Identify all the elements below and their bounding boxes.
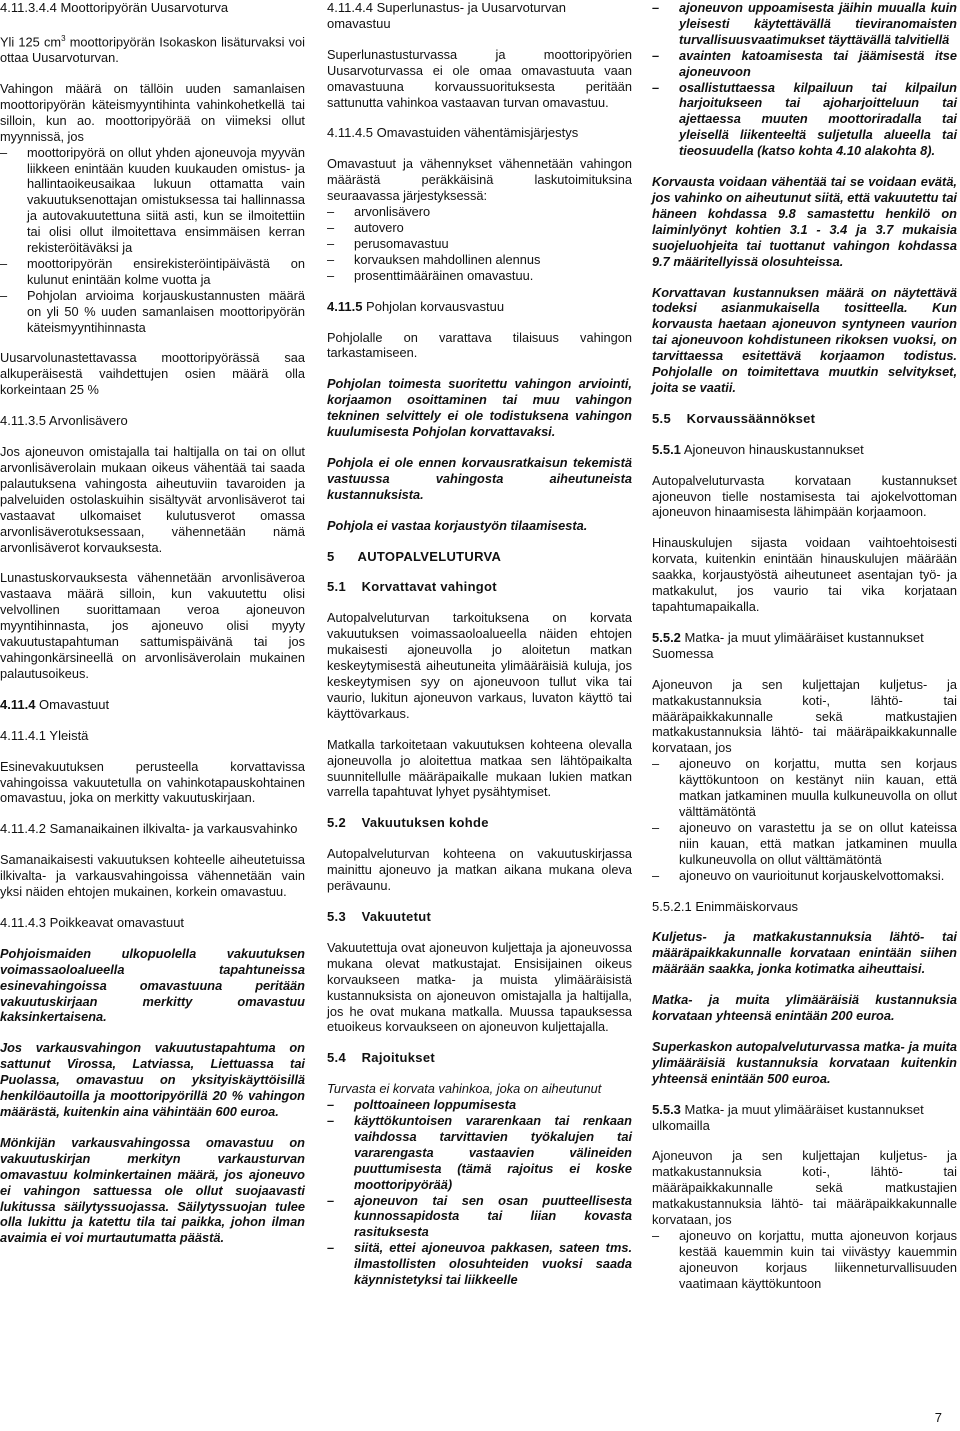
heading-4-11-4: 4.11.4 Omavastuut [0, 696, 110, 712]
list-item: – avainten katoamisesta tai jäämisestä itse ajoneuvoon [652, 48, 957, 80]
heading-5-5-3: 5.5.3 Matka- ja muut ylimääräiset kustannukset ulkomailla [652, 1101, 924, 1133]
dash-list [652, 1228, 957, 1292]
paragraph: Pohjola ei ole ennen korvausratkaisun tekemistä vastuussa vahingosta aiheutuneista kustannuksista. [327, 454, 632, 502]
heading-5-1: 5.1 Korvattavat vahingot [327, 579, 497, 595]
paragraph: Matka- ja muita ylimääräisiä kustannuksia korvataan yhteensä enintään 200 euroa. [652, 992, 957, 1024]
heading-4-11-4-5: 4.11.4.5 Omavastuiden vähentämisjärjestys [327, 125, 579, 141]
paragraph: Korvausta voidaan vähentää tai se voidaan evätä, jos vahinko on aiheutunut siitä, että vakuutettu tai häneen kohdassa 9.8 samastettu henkilö on laiminlyönyt kohtien 3.1 - 3.4 ja 3.7 mukaisia suojeluohjeita tai tuottanut vahingon kohdassa 9.7 määritellyissä olosuhteissa. [652, 174, 957, 269]
heading-5-4: 5.4 Rajoitukset [327, 1050, 435, 1066]
heading-5-5-2: 5.5.2 Matka- ja muut ylimääräiset kustannukset Suomessa [652, 629, 924, 661]
heading-5: 5 AUTOPALVELUTURVA [327, 548, 502, 564]
paragraph: Autopalveluturvan kohteena on vakuutuskirjassa mainittu ajoneuvo ja matkan aikana mukana oleva perävaunu. [327, 846, 632, 894]
paragraph: Jos ajoneuvon omistajalla tai haltijalla on tai on ollut arvonlisäverolain mukaan oikeus vähentää tai saada palautuksena vahingosta aiheutuviin tavaroiden ja palveluiden ostolaskuihin sisältyvät arvonlisäverot tai vastaavat ulkomaiset kulutusverot omassa arvonlisäverotuksessaan, vähennetään nämä arvonlisäverot korvauksesta. [0, 444, 305, 555]
dash-list [327, 1097, 632, 1288]
list-item: – moottoripyörä on ollut yhden ajoneuvoja myyvän liikkeen enintään kuuden kuukauden omistus- ja hallintaoikeusaikaa lukuun ottamatta vain vakuutuksenottajan omistuksessa tai hallinnassa ja autovakuutettuna siitä asti, kun se ilmoitettiin tai olisi ollut ilmoitettava ensimmäisen kerran rekisteröitäväksi ja [0, 145, 305, 256]
paragraph: Pohjoismaiden ulkopuolella vakuutuksen voimassaoloalueella tapahtuneissa esinevahingoissa omavastuuna peritään vakuutuskirjaan merkitty omavastuu kaksinkertaisena. [0, 945, 305, 1025]
heading-4-11-4-4: 4.11.4.4 Superlunastus- ja Uusarvoturvan omavastuu [327, 0, 566, 31]
paragraph: Mönkijän varkausvahingossa omavastuu on vakuutuskirjan merkityn varkausturvan omavastuu kolminkertainen määrä, jos ajoneuvo ei vahingon sattuessa ole ollut suojaavasti lukitussa säilytyssuojassa. Säilytyssuojan tulee olla lukittu ja katettu tila tai paikka, johon ilman avaimia ei voi murtautumatta päästä. [0, 1134, 305, 1246]
heading-5-2: 5.2 Vakuutuksen kohde [327, 815, 489, 831]
paragraph: Hinauskulujen sijasta voidaan vaihtoehtoisesti korvata, kuitenkin enintään hinauskulujen määrään saakka, korjaustyöstä aiheutuneet asentajan työ- ja matkakulut, jos vaurio tai vika korjataan tapahtumapaikalla. [652, 535, 957, 614]
heading-4-11-4-3: 4.11.4.3 Poikkeavat omavastuut [0, 914, 185, 930]
paragraph: Turvasta ei korvata vahinkoa, joka on aiheutunut [327, 1081, 602, 1097]
list-item: – ajoneuvo on vaurioitunut korjauskelvottomaksi. [652, 868, 957, 884]
dash-list [652, 756, 957, 883]
page-number: 7 [934, 1410, 942, 1425]
list-item: – käyttökuntoisen vararenkaan tai renkaan vaihdossa tarvittavien työkalujen tai vararengasta vastaavien välineiden puuttumisesta (tämä rajoitus ei koske moottoripyörää) [327, 1113, 632, 1193]
paragraph: Superlunastusturvassa ja moottoripyörien Uusarvoturvassa ei ole omaa omavastuuta vaan omavastuuna korvaussuorituksesta peritään sattunutta vahinkoa vastaavan turvan omavastuu. [327, 46, 632, 110]
paragraph: Matkalla tarkoitetaan vakuutuksen kohteena olevalla ajoneuvolla jo aloitettua matkaa sen lähtöpaikalta suunnitellulle määräpaikalle mukaan lukien matkan varrella tapahtuvat lyhyet pysähtymiset. [327, 736, 632, 800]
dash-list [327, 204, 632, 284]
list-item: – ajoneuvo on korjattu, mutta ajoneuvon korjaus kestää kauemmin kuin tai viivästyy kauemmin ajoneuvon korjaus liikenneturvallisuuden vaatimaan käyttökuntoon [652, 1228, 957, 1292]
paragraph: Superkaskon autopalveluturvassa matka- ja muita ylimääräisiä kustannuksia korvataan kuitenkin yhteensä enintään 500 euroa. [652, 1038, 957, 1086]
paragraph: Ajoneuvon ja sen kuljettajan kuljetus- ja matkakustannuksia koti-, lähtö- tai määräpaikkakunnalle sekä matkustajien matkakustannuksia lähtö- tai määräpaikkakunnalle korvataan, jos [652, 676, 957, 756]
list-item: – ajoneuvon uppoamisesta jäihin muualla kuin yleisesti käytettävällä tieviranomaisten turvallisuusvaatimukset täyttävällä talvitiellä [652, 0, 957, 48]
paragraph: Pohjola ei vastaa korjaustyön tilaamisesta. [327, 517, 588, 533]
paragraph: Korvattavan kustannuksen määrä on näytettävä todeksi asianmukaisella tositteella. Kun korvausta haetaan ajoneuvon syntyneen vaurion tai ajoneuvoon kohdistuneen rikoksen vuoksi, on tarvittaessa esitettävä korjaamon todistus. Pohjolalle on toimitettava muutkin selvitykset, joita se vaatii. [652, 284, 957, 395]
column-2 [327, 0, 632, 1303]
heading-5-5-1: 5.5.1 Ajoneuvon hinauskustannukset [652, 441, 864, 457]
list-item: – korvauksen mahdollinen alennus [327, 252, 632, 268]
paragraph: Kuljetus- ja matkakustannuksia lähtö- tai määräpaikkakunnalle korvataan enintään siihen määrään saakka, jonka kotimatka aiheuttaisi. [652, 929, 957, 977]
paragraph: Ajoneuvon ja sen kuljettajan kuljetus- ja matkakustannuksia koti-, lähtö- tai määräpaikkakunnalle sekä matkustajien matkakustannuksia lähtö- tai määräpaikkakunnalle korvataan, jos [652, 1148, 957, 1228]
paragraph: Esinevakuutuksen perusteella korvattavissa vahingoissa vakuutetulla on vahinkotapauskohtainen omavastuu, joka on merkitty vakuutuskirjaan. [0, 758, 305, 806]
paragraph: Vahingon määrä on tällöin uuden samanlaisen moottoripyörän käteismyyntihinta vahinkohetkellä tai silloin, kun ao. moottoripyörää on viimeksi ollut myynnissä, jos [0, 80, 305, 144]
list-item: – ajoneuvo on korjattu, mutta sen korjaus käyttökuntoon on kestänyt niin kauan, että matkan jatkaminen muulla kulkuneuvolla on ollut välttämätöntä [652, 756, 957, 820]
column-1 [0, 0, 305, 1261]
paragraph: Autopalveluturvasta korvataan kustannukset ajoneuvon tielle nostamisesta tai ajokelvottoman ajoneuvon hinaamisesta lähimpään korjaamoon. [652, 472, 957, 520]
heading-4-11-3-5: 4.11.3.5 Arvonlisävero [0, 413, 128, 429]
list-item: – Pohjolan arvioima korjauskustannusten määrä on yli 50 % uuden samanlaisen moottoripyörän käteismyyntihinnasta [0, 288, 305, 336]
paragraph: Vakuutettuja ovat ajoneuvon kuljettaja ja ajoneuvossa mukana olevat matkustajat. Ensisijainen oikeus korvaukseen matka- ja muista ylimääräisistä kustannuksista on ajoneuvon omistajalla ja haltijalla, jos he ovat mukana matkalla. Muussa tapauksessa etuoikeus korvaukseen on ajoneuvon kuljettajalla. [327, 939, 632, 1035]
dash-list [652, 0, 957, 159]
paragraph: Autopalveluturvan tarkoituksena on korvata vakuutuksen voimassaoloalueella näiden ehtojen mukaisesti ajoneuvolla jo aloitetun matkan keskeytymisestä aiheutuneita ylimääräisiä kuluja, jos keskeytymisen syy on ajoneuvoon tullut vika tai vaurio, lukitun ajoneuvon varkaus, luvaton käyttö tai käyttövarkaus. [327, 610, 632, 721]
list-item: – moottoripyörän ensirekisteröintipäivästä on kulunut enintään kolme vuotta ja [0, 256, 305, 288]
paragraph: Pohjolalle on varattava tilaisuus vahingon tarkastamiseen. [327, 329, 632, 361]
list-item: – arvonlisävero [327, 204, 632, 220]
list-item: – autovero [327, 220, 632, 236]
paragraph: Samanaikaisesti vakuutuksen kohteelle aiheutetuissa ilkivalta- ja varkausvahingoissa vähennetään vain yksi näiden ehtojen mukainen, korkein omavastuu. [0, 852, 305, 900]
column-3 [652, 0, 957, 1307]
paragraph: Uusarvolunastettavassa moottoripyörässä saa alkuperäisestä vaihdettujen osien määrä olla korkeintaan 25 % [0, 350, 305, 398]
list-item: – ajoneuvo on varastettu ja se on ollut kateissa niin kauan, että matkan jatkaminen muulla kulkuneuvolla on ollut välttämätöntä [652, 820, 957, 868]
list-item: – polttoaineen loppumisesta [327, 1097, 632, 1113]
paragraph: Pohjolan toimesta suoritettu vahingon arviointi, korjaamon osoittaminen tai muu vahingon tekninen selvittely ei ole todistuksena vahingon kuulumisesta Pohjolan korvattavaksi. [327, 376, 632, 440]
heading-4-11-4-2: 4.11.4.2 Samanaikainen ilkivalta- ja varkausvahinko [0, 821, 298, 837]
list-item: – ajoneuvon tai sen osan puutteellisesta kunnossapidosta tai liian kovasta rasituksesta [327, 1193, 632, 1241]
heading-5-5-2-1: 5.5.2.1 Enimmäiskorvaus [652, 898, 798, 914]
list-item: – siitä, ettei ajoneuvoa pakkasen, sateen tms. ilmastollisten olosuhteiden vuoksi saada käynnistetyksi tai liikkeelle [327, 1240, 632, 1288]
heading-4-11-5: 4.11.5 Pohjolan korvausvastuu [327, 298, 505, 314]
heading-4-11-4-1: 4.11.4.1 Yleistä [0, 727, 89, 743]
paragraph: Yli 125 $cm^3$ moottoripyörän Isokaskon lisäturvaksi voi ottaa Uusarvoturvan. [0, 33, 305, 66]
paragraph: Lunastuskorvauksesta vähennetään arvonlisäveroa vastaava määrä silloin, kun vakuutettu olisi velvollinen suorittamaan veroa ajoneuvon myyntihinnasta, jos ajoneuvo olisi myyty vakuutustapahtuman sattumispäivänä tai jos vahingonkärsineellä on arvonlisäverolain mukainen palautusoikeus. [0, 570, 305, 681]
paragraph: Jos varkausvahingon vakuutustapahtuma on sattunut Virossa, Latviassa, Liettuassa tai Puolassa, omavastuu on yksityiskäyttöisillä henkilöautoilla ja moottoripyörillä 20 % vahingon määrästä, kuitenkin aina vähintään 600 euroa. [0, 1040, 305, 1120]
heading-4-11-3-4-4: 4.11.3.4.4 Moottoripyörän Uusarvoturva [0, 0, 229, 15]
dash-list [0, 145, 305, 336]
heading-5-3: 5.3 Vakuutetut [327, 908, 432, 924]
list-item: – prosenttimääräinen omavastuu. [327, 268, 632, 284]
list-item: – osallistuttaessa kilpailuun tai kilpailun harjoitukseen tai ajoharjoitteluun tai ajettaessa muuten moottoriradalla tai yleisellä liikenteeltä suljetulla alueella tai tieosuudella (katso kohta 4.10 alakohta 8). [652, 80, 957, 160]
heading-5-5: 5.5 Korvaussäännökset [652, 410, 816, 426]
list-item: – perusomavastuu [327, 236, 632, 252]
paragraph: Omavastuut ja vähennykset vähennetään vahingon määrästä peräkkäisinä laskutoimituksina seuraavassa järjestyksessä: [327, 156, 632, 204]
